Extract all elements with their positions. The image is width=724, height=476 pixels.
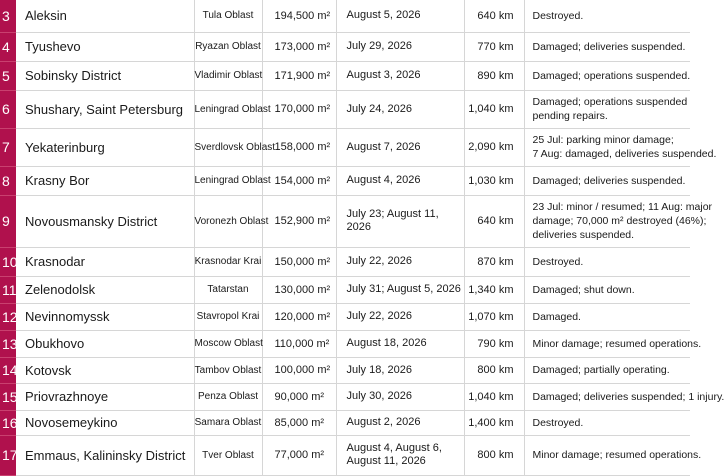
status-cell: [524, 303, 690, 330]
table-row: [0, 383, 690, 410]
date-cell: July 29, 2026: [336, 32, 464, 61]
date-cell: August 5, 2026: [336, 0, 464, 32]
row-number: 16: [0, 410, 16, 435]
status-cell: [524, 435, 702, 475]
date-cell: July 30, 2026: [336, 383, 464, 410]
location-cell: Krasnodar: [16, 247, 194, 276]
date-cell: August 4, August 6, August 11, 2026: [336, 435, 464, 475]
distance-cell: 790 km: [464, 330, 524, 357]
table-row: [0, 90, 690, 128]
status-cell: [524, 61, 690, 90]
status-line: Destroyed.: [532, 416, 584, 429]
location-cell: Zelenodolsk: [16, 276, 194, 303]
region-cell: Tambov Oblast: [194, 357, 262, 383]
region-cell: Vladimir Oblast: [194, 61, 262, 90]
region-cell: Tver Oblast: [194, 435, 262, 475]
location-cell: Shushary, Saint Petersburg: [16, 90, 194, 128]
row-number: 14: [0, 357, 16, 383]
region-cell: Tatarstan: [194, 276, 262, 303]
status-line: pending repairs.: [532, 110, 608, 122]
location-cell: Novosemeykino: [16, 410, 194, 435]
location-cell: Yekaterinburg: [16, 128, 194, 166]
status-line: Damaged; operations suspended.: [532, 69, 691, 82]
row-number: 15: [0, 383, 16, 410]
distance-cell: 800 km: [464, 357, 524, 383]
distance-cell: 1,030 km: [464, 166, 524, 195]
status-line: 25 Jul: parking minor damage;: [532, 134, 674, 146]
status-cell: [524, 383, 724, 410]
status-cell: [524, 247, 690, 276]
status-line: Damaged; deliveries suspended.: [532, 40, 686, 53]
area-cell: 100,000 m²: [262, 357, 336, 383]
row-number: 5: [0, 61, 16, 90]
location-cell: Sobinsky District: [16, 61, 194, 90]
row-number: 13: [0, 330, 16, 357]
status-line: Destroyed.: [532, 9, 584, 22]
distance-cell: 640 km: [464, 0, 524, 32]
date-cell: August 3, 2026: [336, 61, 464, 90]
distance-cell: 890 km: [464, 61, 524, 90]
distance-cell: 1,340 km: [464, 276, 524, 303]
area-cell: 77,000 m²: [262, 435, 336, 475]
date-cell: July 31; August 5, 2026: [336, 276, 464, 303]
region-cell: Ryazan Oblast: [194, 32, 262, 61]
status-cell: [524, 0, 690, 32]
distance-cell: 800 km: [464, 435, 524, 475]
table-row: [0, 247, 690, 276]
row-number: 8: [0, 166, 16, 195]
area-cell: 85,000 m²: [262, 410, 336, 435]
location-cell: Obukhovo: [16, 330, 194, 357]
table-row: [0, 330, 690, 357]
status-cell: [524, 410, 690, 435]
location-cell: Krasny Bor: [16, 166, 194, 195]
area-cell: 170,000 m²: [262, 90, 336, 128]
area-cell: 158,000 m²: [262, 128, 336, 166]
area-cell: 154,000 m²: [262, 166, 336, 195]
row-number: 11: [0, 276, 16, 303]
row-number: 17: [0, 435, 16, 475]
date-cell: July 22, 2026: [336, 247, 464, 276]
status-cell: [524, 128, 717, 166]
table-row: [0, 166, 690, 195]
location-cell: Novousmansky District: [16, 195, 194, 247]
area-cell: 152,900 m²: [262, 195, 336, 247]
region-cell: Tula Oblast: [194, 0, 262, 32]
row-number: 6: [0, 90, 16, 128]
date-cell: August 4, 2026: [336, 166, 464, 195]
distance-cell: 640 km: [464, 195, 524, 247]
area-cell: 173,000 m²: [262, 32, 336, 61]
distance-cell: 2,090 km: [464, 128, 524, 166]
status-cell: [524, 195, 713, 247]
status-line: Damaged; deliveries suspended.: [532, 174, 686, 187]
date-cell: July 23; August 11, 2026: [336, 195, 464, 247]
area-cell: 171,900 m²: [262, 61, 336, 90]
date-cell: August 18, 2026: [336, 330, 464, 357]
region-cell: Stavropol Krai: [194, 303, 262, 330]
location-cell: Emmaus, Kalininsky District: [16, 435, 194, 475]
status-cell: [524, 330, 702, 357]
status-cell: [524, 166, 690, 195]
status-line: deliveries suspended.: [532, 229, 635, 241]
table-row: [0, 303, 690, 330]
location-cell: Tyushevo: [16, 32, 194, 61]
status-line: damage; 70,000 m² destroyed (46%);: [532, 215, 707, 227]
table-row: [0, 195, 690, 247]
distance-cell: 870 km: [464, 247, 524, 276]
region-cell: Penza Oblast: [194, 383, 262, 410]
area-cell: 150,000 m²: [262, 247, 336, 276]
status-line: 7 Aug: damaged, deliveries suspended.: [532, 148, 717, 160]
status-line: Damaged; deliveries suspended; 1 injury.: [532, 390, 724, 403]
status-cell: [524, 276, 690, 303]
status-line: Damaged.: [532, 310, 581, 323]
distance-cell: 1,040 km: [464, 383, 524, 410]
distance-cell: 770 km: [464, 32, 524, 61]
location-cell: Nevinnomyssk: [16, 303, 194, 330]
table-row: [0, 357, 690, 383]
date-cell: July 18, 2026: [336, 357, 464, 383]
region-cell: Leningrad Oblast: [194, 90, 262, 128]
region-cell: Moscow Oblast: [194, 330, 262, 357]
table-row: [0, 61, 690, 90]
area-cell: 120,000 m²: [262, 303, 336, 330]
area-cell: 130,000 m²: [262, 276, 336, 303]
table-row: [0, 435, 690, 475]
distance-cell: 1,040 km: [464, 90, 524, 128]
table-row: [0, 410, 690, 435]
status-line: Damaged; operations suspended: [532, 96, 688, 108]
row-number: 7: [0, 128, 16, 166]
region-cell: Krasnodar Krai: [194, 247, 262, 276]
row-number: 12: [0, 303, 16, 330]
row-number: 9: [0, 195, 16, 247]
table-row: [0, 128, 690, 166]
table-row: [0, 276, 690, 303]
distance-cell: 1,400 km: [464, 410, 524, 435]
status-line: Damaged; partially operating.: [532, 364, 670, 376]
table-row: [0, 0, 690, 32]
row-number: 10: [0, 247, 16, 276]
region-cell: Voronezh Oblast: [194, 195, 262, 247]
date-cell: August 7, 2026: [336, 128, 464, 166]
date-cell: July 24, 2026: [336, 90, 464, 128]
location-cell: Kotovsk: [16, 357, 194, 383]
location-cell: Aleksin: [16, 0, 194, 32]
row-number: 4: [0, 32, 16, 61]
area-cell: 194,500 m²: [262, 0, 336, 32]
region-cell: Leningrad Oblast: [194, 166, 262, 195]
area-cell: 90,000 m²: [262, 383, 336, 410]
area-cell: 110,000 m²: [262, 330, 336, 357]
status-line: Minor damage; resumed operations.: [532, 449, 702, 461]
status-cell: [524, 32, 690, 61]
status-line: Destroyed.: [532, 255, 584, 268]
region-cell: Sverdlovsk Oblast: [194, 128, 262, 166]
status-line: 23 Jul: minor / resumed; 11 Aug: major: [532, 201, 713, 213]
location-cell: Priovrazhnoye: [16, 383, 194, 410]
date-cell: July 22, 2026: [336, 303, 464, 330]
row-number: 3: [0, 0, 16, 32]
status-line: Damaged; shut down.: [532, 283, 635, 296]
distance-cell: 1,070 km: [464, 303, 524, 330]
date-cell: August 2, 2026: [336, 410, 464, 435]
status-cell: [524, 90, 690, 128]
region-cell: Samara Oblast: [194, 410, 262, 435]
status-line: Minor damage; resumed operations.: [532, 337, 702, 350]
status-cell: [524, 357, 690, 383]
table-row: [0, 32, 690, 61]
